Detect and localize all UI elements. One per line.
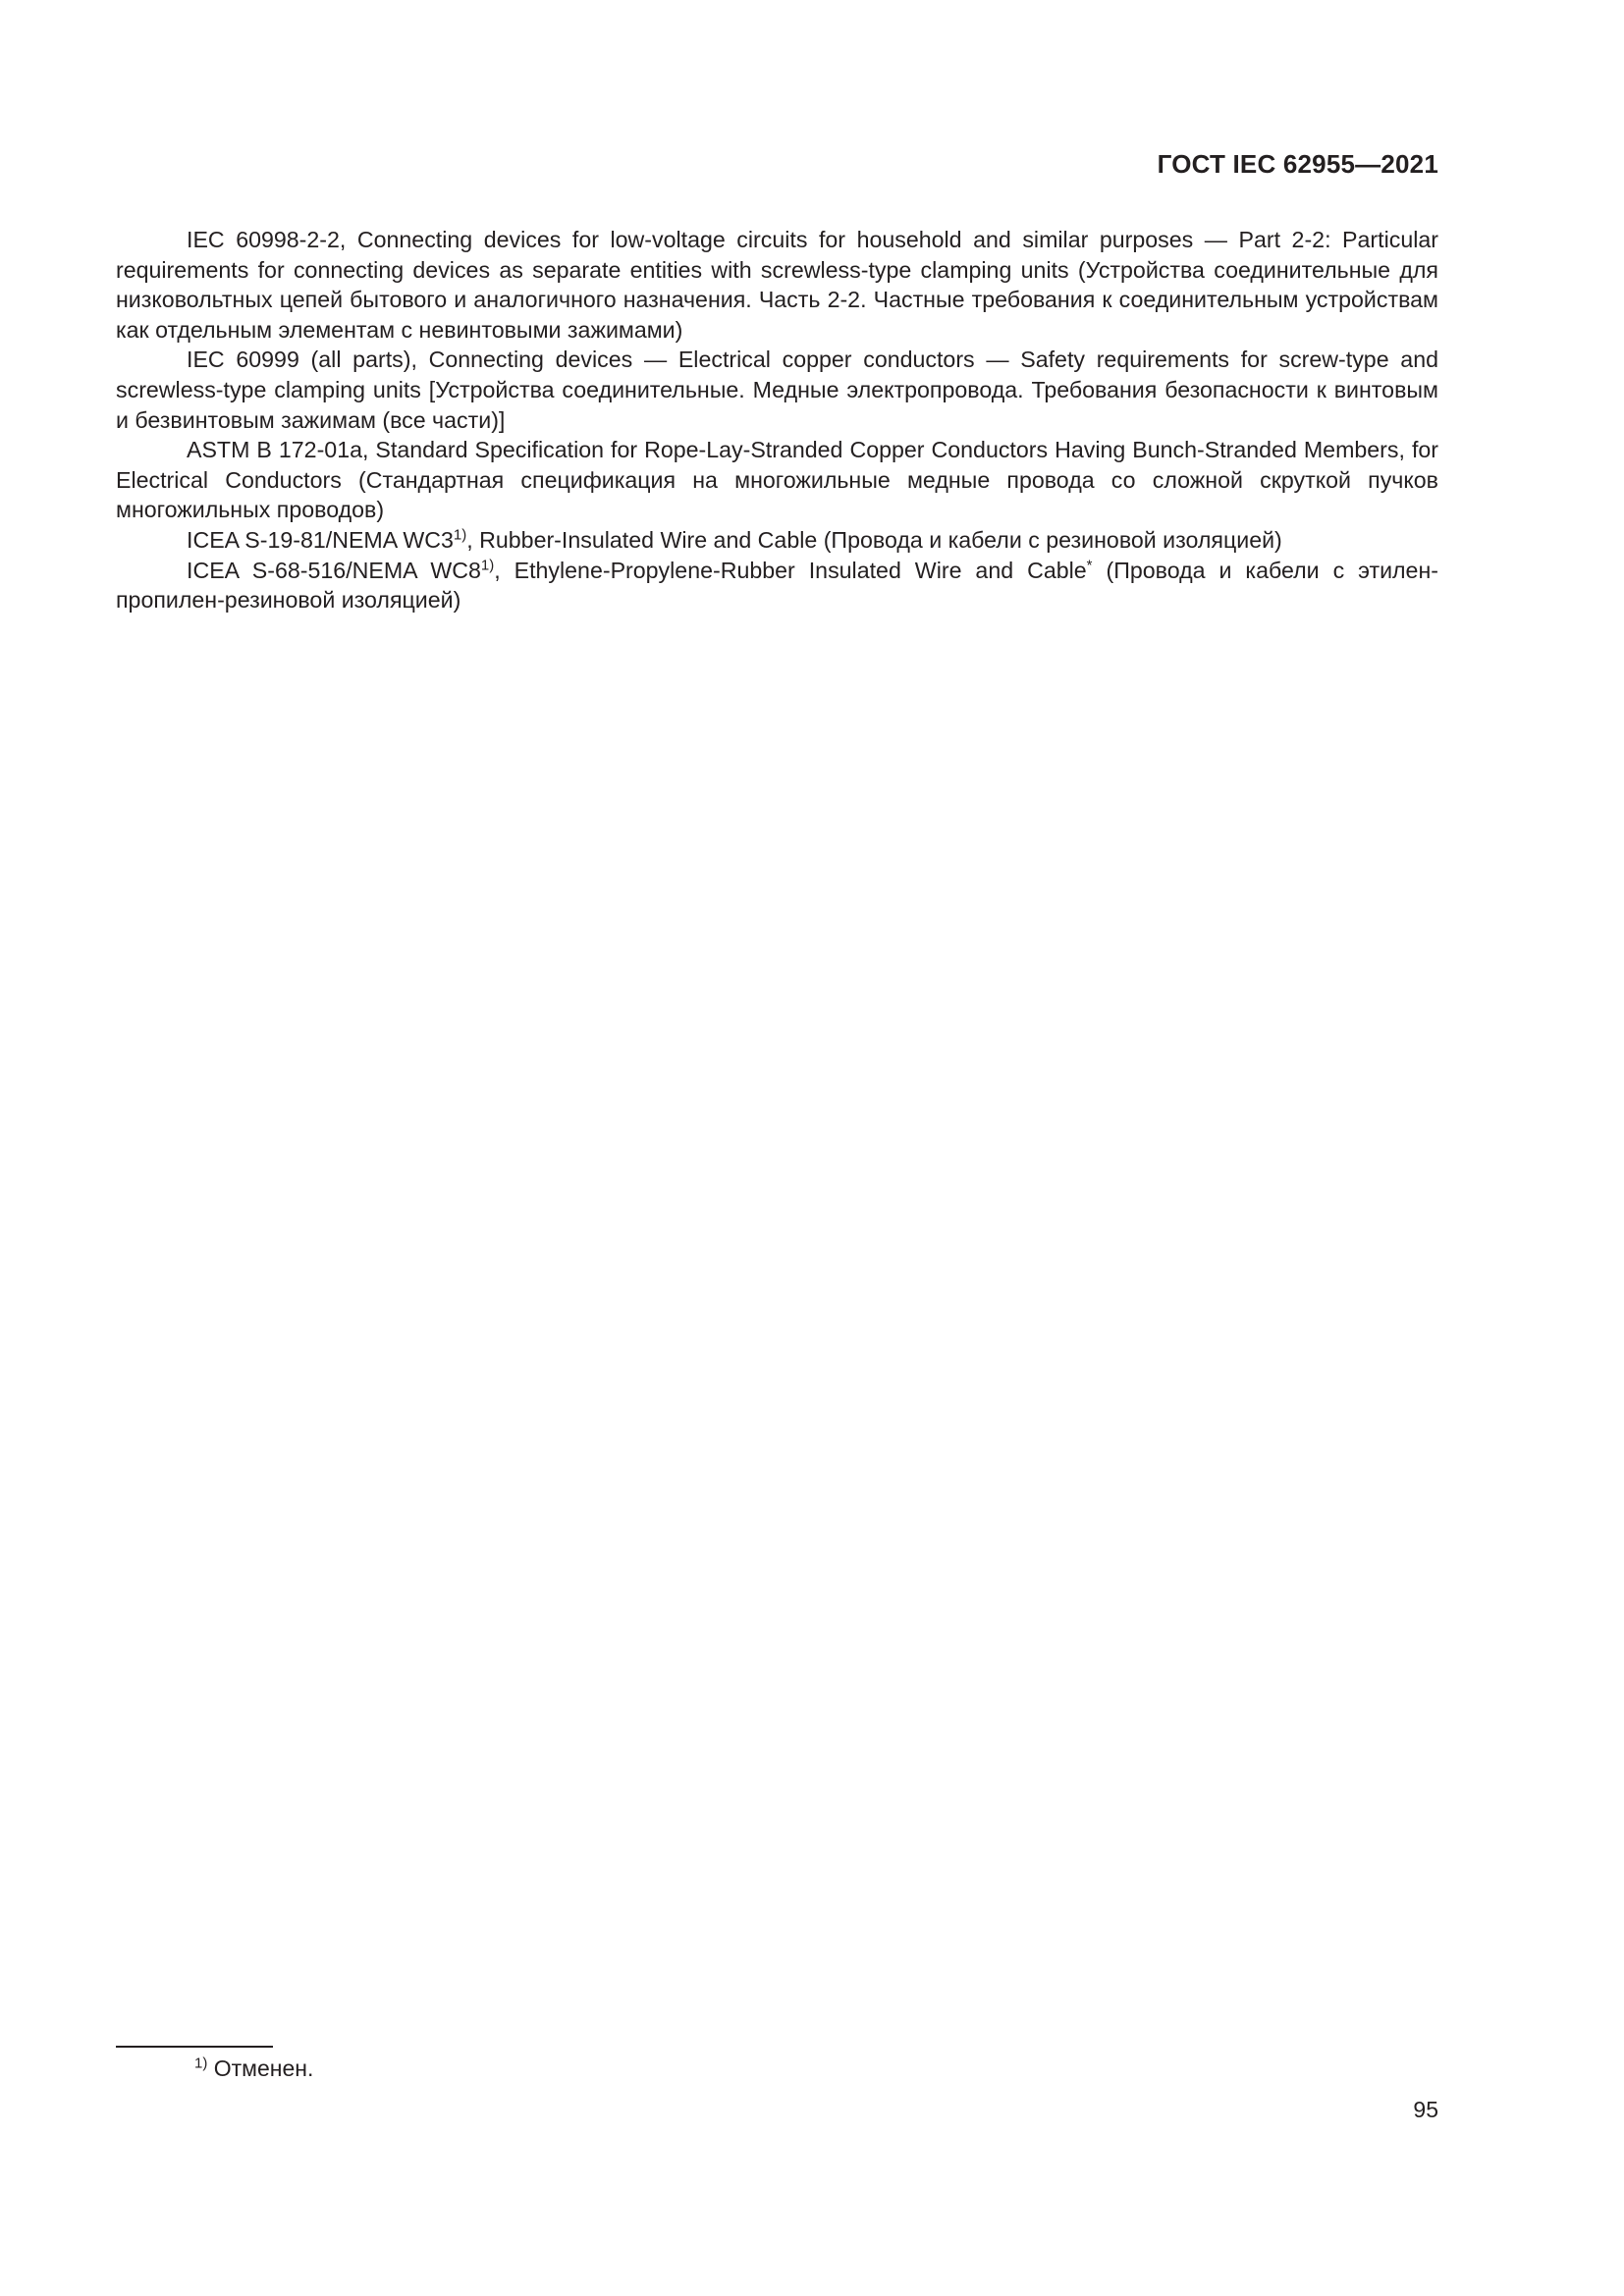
- reference-astm-b172: ASTM B 172-01a, Standard Specification for Rope-Lay-Stranded Copper Conductors Having Bunch-Stranded Members, for Electrical Conductors (Стандартная спецификация на многожильные медные провода со сложной скруткой пучков многожильных проводов): [116, 437, 1438, 523]
- reference-code: ICEA S-19-81/NEMA WC3: [187, 526, 454, 553]
- reference-title: , Ethylene-Propylene-Rubber Insulated Wire and Cable: [494, 557, 1087, 583]
- document-header: ГОСТ IEC 62955—2021: [1157, 149, 1438, 179]
- footnote-ref: 1): [453, 526, 467, 544]
- asterisk-mark: *: [1086, 556, 1093, 573]
- page-number: 95: [1413, 2097, 1438, 2122]
- reference-iec-60998-2-2: IEC 60998-2-2, Connecting devices for low-voltage circuits for household and similar purposes — Part 2-2: Particular requirements for connecting devices as separate entities with screwless-type clamping units (Устройства соединительные для низковольтных цепей бытового и аналогичного назначения. Часть 2-2. Частные требования к соединительным устройствам как отдельным элементам с невинтовыми зажимами): [116, 227, 1438, 343]
- reference-iec-60999: IEC 60999 (all parts), Connecting devices — Electrical copper conductors — Safety requirements for screw-type and screwless-type clamping units [Устройства соединительные. Медные электропровода. Требования безопасности к винтовым и безвинтовым зажимам (все части)]: [116, 347, 1438, 433]
- reference-icea-s-19-81: [116, 525, 1438, 556]
- reference-icea-s-68-516: [116, 556, 1438, 615]
- reference-title: , Rubber-Insulated Wire and Cable (Провода и кабели с резиновой изоляцией): [466, 526, 1282, 553]
- footnote-text: Отменен.: [213, 2056, 314, 2081]
- references-list: [116, 225, 1438, 615]
- footnote-separator: [116, 2046, 273, 2048]
- reference-code: ICEA S-68-516/NEMA WC8: [187, 557, 481, 583]
- footnote-marker: 1): [194, 2055, 208, 2072]
- reference-translation: (Провода и кабели с этилен-пропилен-резиновой изоляцией): [116, 557, 1438, 614]
- footnote: [194, 2054, 313, 2083]
- footnote-ref: 1): [480, 556, 495, 573]
